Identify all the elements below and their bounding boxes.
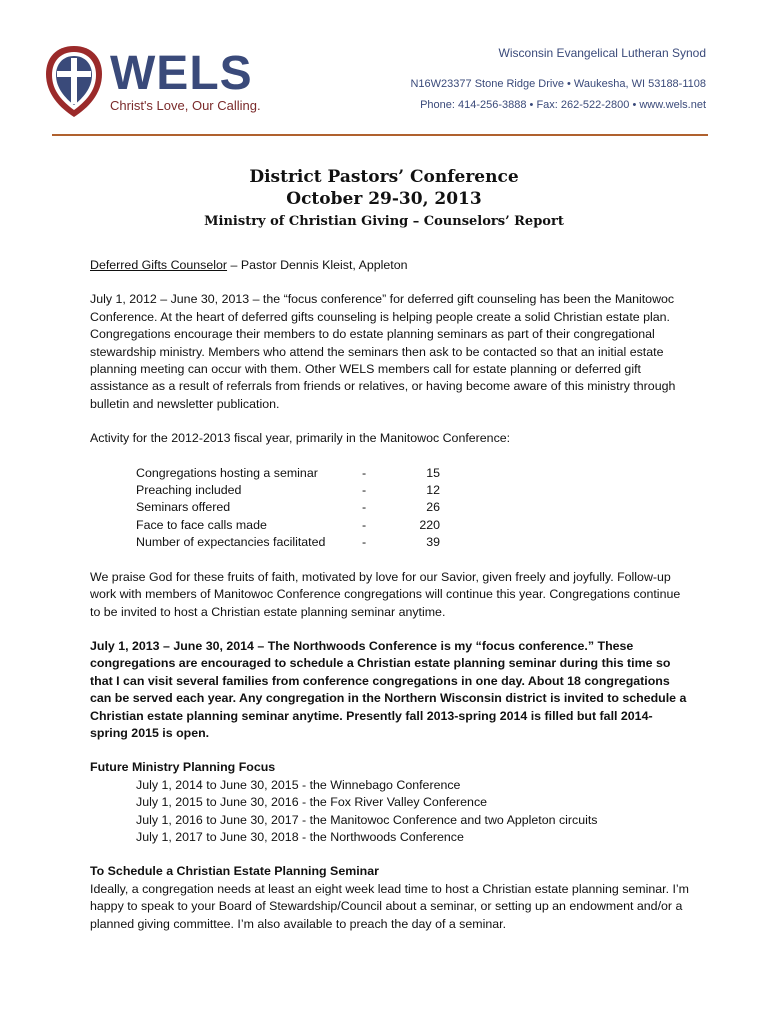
list-item: July 1, 2017 to June 30, 2018 - the Northwoods Conference	[136, 829, 464, 844]
stat-label: Preaching included	[136, 483, 242, 498]
org-name: Wisconsin Evangelical Lutheran Synod	[498, 46, 706, 60]
header-divider	[52, 134, 708, 136]
table-row	[136, 482, 440, 499]
paragraph-focus-2012: July 1, 2012 – June 30, 2013 – the “focus conference” for deferred gift counseling has been the Manitowoc Conference. At the heart of deferred gifts counseling is helping people create a solid Christian estate plan. Congregations encourage their members to do estate planning seminars as part of their congregational stewardship ministry. Members who attend the seminars then ask to be contacted so that an initial estate planning meeting can occur with them. Other WELS members call for estate planning or deferred gift assistance as a result of referrals from friends or relatives, or having become aware of this ministry through bulletin and newsletter publication.	[90, 292, 676, 411]
brand-name: WELS	[110, 47, 253, 100]
stat-label: Face to face calls made	[136, 517, 267, 532]
report-body	[90, 257, 690, 933]
stat-value: 26	[426, 500, 440, 515]
paragraph-praise: We praise God for these fruits of faith, motivated by love for our Savior, given freely and joyfully. Follow-up work with members of Manitowoc Conference congregations will continue this year. Congregations continue to be invited to host a Christian estate planning seminar anytime.	[90, 569, 681, 619]
activity-stats-table	[136, 465, 440, 552]
report-title: Ministry of Christian Giving – Counselors’ Report	[204, 214, 564, 229]
stat-value: 12	[426, 483, 440, 498]
paragraph-focus-2013: July 1, 2013 – June 30, 2014 – The Northwoods Conference is my “focus conference.” These congregations are encouraged to schedule a Christian estate planning seminar during this time so that I can visit several families from conference congregations in one day. About 18 congregations can be served each year. Any congregation in the Northern Wisconsin district is invited to schedule a Christian estate planning seminar anytime. Presently fall 2013-spring 2014 is filled but fall 2014-spring 2015 is open.	[90, 638, 687, 740]
table-row	[136, 534, 440, 551]
stat-label: Congregations hosting a seminar	[136, 465, 318, 480]
schedule-heading: To Schedule a Christian Estate Planning Seminar	[90, 864, 379, 879]
stat-label: Seminars offered	[136, 500, 231, 515]
org-contact: Phone: 414-256-3888 • Fax: 262-522-2800 • www.wels.net	[420, 99, 706, 111]
conference-date: October 29-30, 2013	[286, 189, 482, 209]
schedule-text: Ideally, a congregation needs at least an eight week lead time to host a Christian estate planning seminar. I’m happy to speak to your Board of Stewardship/Council about a seminar, or setting up an endowment and/or a planned giving committee. I’m also available to preach the day of a seminar.	[90, 881, 690, 931]
stat-dash: -	[362, 500, 367, 515]
counselor-role: Deferred Gifts Counselor	[90, 258, 228, 272]
stat-dash: -	[362, 517, 367, 532]
table-row	[136, 465, 440, 482]
stat-value: 220	[419, 517, 440, 532]
brand-tagline: Christ's Love, Our Calling.	[110, 98, 261, 113]
table-row	[136, 499, 440, 516]
stat-label: Number of expectancies facilitated	[136, 535, 326, 550]
conference-title: District Pastors’ Conference	[249, 167, 519, 187]
table-row	[136, 517, 440, 534]
planning-heading: Future Ministry Planning Focus	[90, 760, 276, 775]
stat-dash: -	[362, 465, 367, 480]
wels-cross-logo-icon	[44, 44, 104, 119]
stat-value: 15	[426, 465, 440, 480]
org-contact-block	[410, 46, 706, 120]
list-item: July 1, 2015 to June 30, 2016 - the Fox River Valley Conference	[136, 795, 488, 810]
list-item: July 1, 2016 to June 30, 2017 - the Manitowoc Conference and two Appleton circuits	[136, 812, 598, 827]
counselor-line	[90, 257, 690, 274]
activity-intro: Activity for the 2012-2013 fiscal year, primarily in the Manitowoc Conference:	[90, 431, 511, 446]
stat-value: 39	[426, 535, 440, 550]
stat-dash: -	[362, 535, 367, 550]
stat-dash: -	[362, 483, 367, 498]
letterhead	[0, 0, 768, 140]
title-block	[0, 166, 768, 232]
list-item: July 1, 2014 to June 30, 2015 - the Winnebago Conference	[136, 777, 461, 792]
counselor-name: – Pastor Dennis Kleist, Appleton	[227, 258, 408, 272]
org-address: N16W23377 Stone Ridge Drive • Waukesha, WI 53188-1108	[410, 78, 706, 90]
